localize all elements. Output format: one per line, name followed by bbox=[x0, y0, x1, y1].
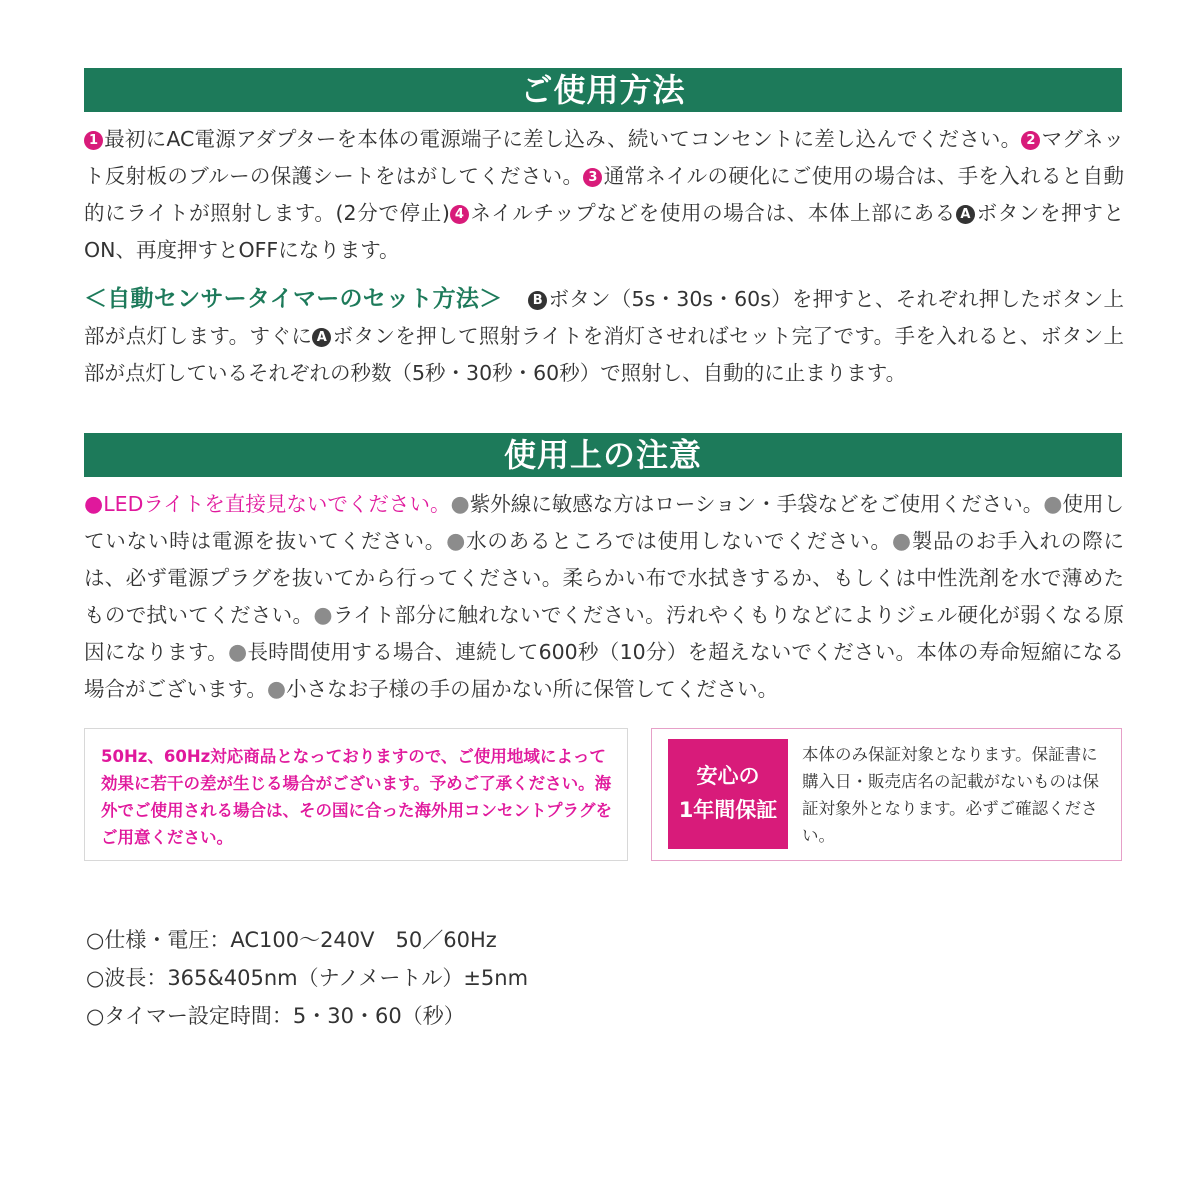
caution-bullet-5: ● bbox=[891, 529, 912, 554]
usage-title: ご使用方法 bbox=[520, 71, 686, 109]
frequency-notice-text: 50Hz、60Hz対応商品となっておりますので、ご使用地域によって効果に若干の差が生じる場合がございます。予めご了承ください。海外でご使用される場合は、その国に合った海外用コンセントプラグをご用意ください。 bbox=[101, 747, 613, 847]
step-4-text-b: ボタンを押すとON、再度押すとOFFになります。 bbox=[84, 201, 1124, 262]
caution-item-7: 長時間使用する場合、連続して600秒（10分）を超えないでください。本体の寿命短縮になる場合がございます。 bbox=[84, 640, 1124, 701]
caution-bullet-2: ● bbox=[450, 492, 470, 517]
caution-item-3: 使用していない時は電源を抜いてください。 bbox=[84, 492, 1125, 553]
caution-bullet-1: ● bbox=[84, 492, 104, 517]
step-3-text: 通常ネイルの硬化にご使用の場合は、手を入れると自動的にライトが照射します。(2分で停止) bbox=[84, 164, 1124, 225]
warranty-seal-line-1: 安心の bbox=[696, 764, 760, 788]
caution-list bbox=[84, 486, 1124, 708]
button-a-icon-2: A bbox=[312, 328, 331, 347]
caution-banner bbox=[84, 433, 1122, 477]
step-4-badge: 4 bbox=[450, 205, 469, 224]
button-a-icon: A bbox=[956, 205, 975, 224]
step-1-badge: 1 bbox=[84, 131, 103, 150]
caution-item-6: ライト部分に触れないでください。汚れやくもりなどによりジェル硬化が弱くなる原因になります。 bbox=[84, 603, 1124, 664]
step-2-text: マグネット反射板のブルーの保護シートをはがしてください。 bbox=[84, 127, 1125, 188]
warranty-seal-line-2: 1年間保証 bbox=[678, 798, 778, 822]
usage-instructions bbox=[84, 121, 1124, 269]
usage-banner bbox=[84, 68, 1122, 112]
caution-bullet-8: ● bbox=[266, 677, 287, 702]
timer-text-1: ボタン（5s・30s・60s）を押すと、それぞれ押したボタン上部が点灯します。すぐに bbox=[84, 287, 1124, 348]
caution-item-5: 製品のお手入れの際には、必ず電源プラグを抜いてから行ってください。柔らかい布で水拭きするか、もしくは中性洗剤を水で薄めたもので拭いてください。 bbox=[84, 529, 1125, 627]
caution-bullet-3: ● bbox=[1043, 492, 1063, 517]
caution-item-1: LEDライトを直接見ないでください。 bbox=[103, 492, 451, 516]
timer-subtitle: ＜自動センサータイマーのセット方法＞ bbox=[84, 286, 503, 312]
step-1-text: 最初にAC電源アダプターを本体の電源端子に差し込み、続いてコンセントに差し込んでください。 bbox=[104, 127, 1022, 151]
caution-title: 使用上の注意 bbox=[503, 436, 702, 474]
timer-text-2: ボタンを押して照射ライトを消灯させればセット完了です。手を入れると、ボタン上部が点灯しているそれぞれの秒数（5秒・30秒・60秒）で照射し、自動的に止まります。 bbox=[84, 324, 1124, 385]
frequency-notice-box bbox=[84, 728, 628, 861]
caution-item-2: 紫外線に敏感な方はローション・手袋などをご使用ください。 bbox=[469, 492, 1044, 516]
spec-timer: ○タイマー設定時間：5・30・60（秒） bbox=[86, 1004, 465, 1028]
step-4-text-a: ネイルチップなどを使用の場合は、本体上部にある bbox=[469, 201, 956, 225]
step-3-badge: 3 bbox=[583, 168, 602, 187]
caution-item-8: 小さなお子様の手の届かない所に保管してください。 bbox=[286, 677, 779, 701]
timer-instructions bbox=[84, 281, 1124, 392]
warranty-text: 本体のみ保証対象となります。保証書に購入日・販売店名の記載がないものは保証対象外となります。必ずご確認ください。 bbox=[802, 745, 1099, 845]
warranty-seal bbox=[668, 739, 788, 849]
warranty-box bbox=[651, 728, 1122, 861]
spec-wavelength: ○波長：365&405nm（ナノメートル）±5nm bbox=[86, 966, 529, 990]
button-b-icon: B bbox=[528, 291, 547, 310]
step-2-badge: 2 bbox=[1021, 131, 1040, 150]
spec-voltage: ○仕様・電圧：AC100〜240V 50／60Hz bbox=[86, 928, 497, 952]
caution-item-4: 水のあるところでは使用しないでください。 bbox=[466, 529, 892, 553]
caution-bullet-7: ● bbox=[227, 640, 248, 665]
caution-bullet-6: ● bbox=[313, 603, 333, 628]
caution-bullet-4: ● bbox=[446, 529, 467, 554]
